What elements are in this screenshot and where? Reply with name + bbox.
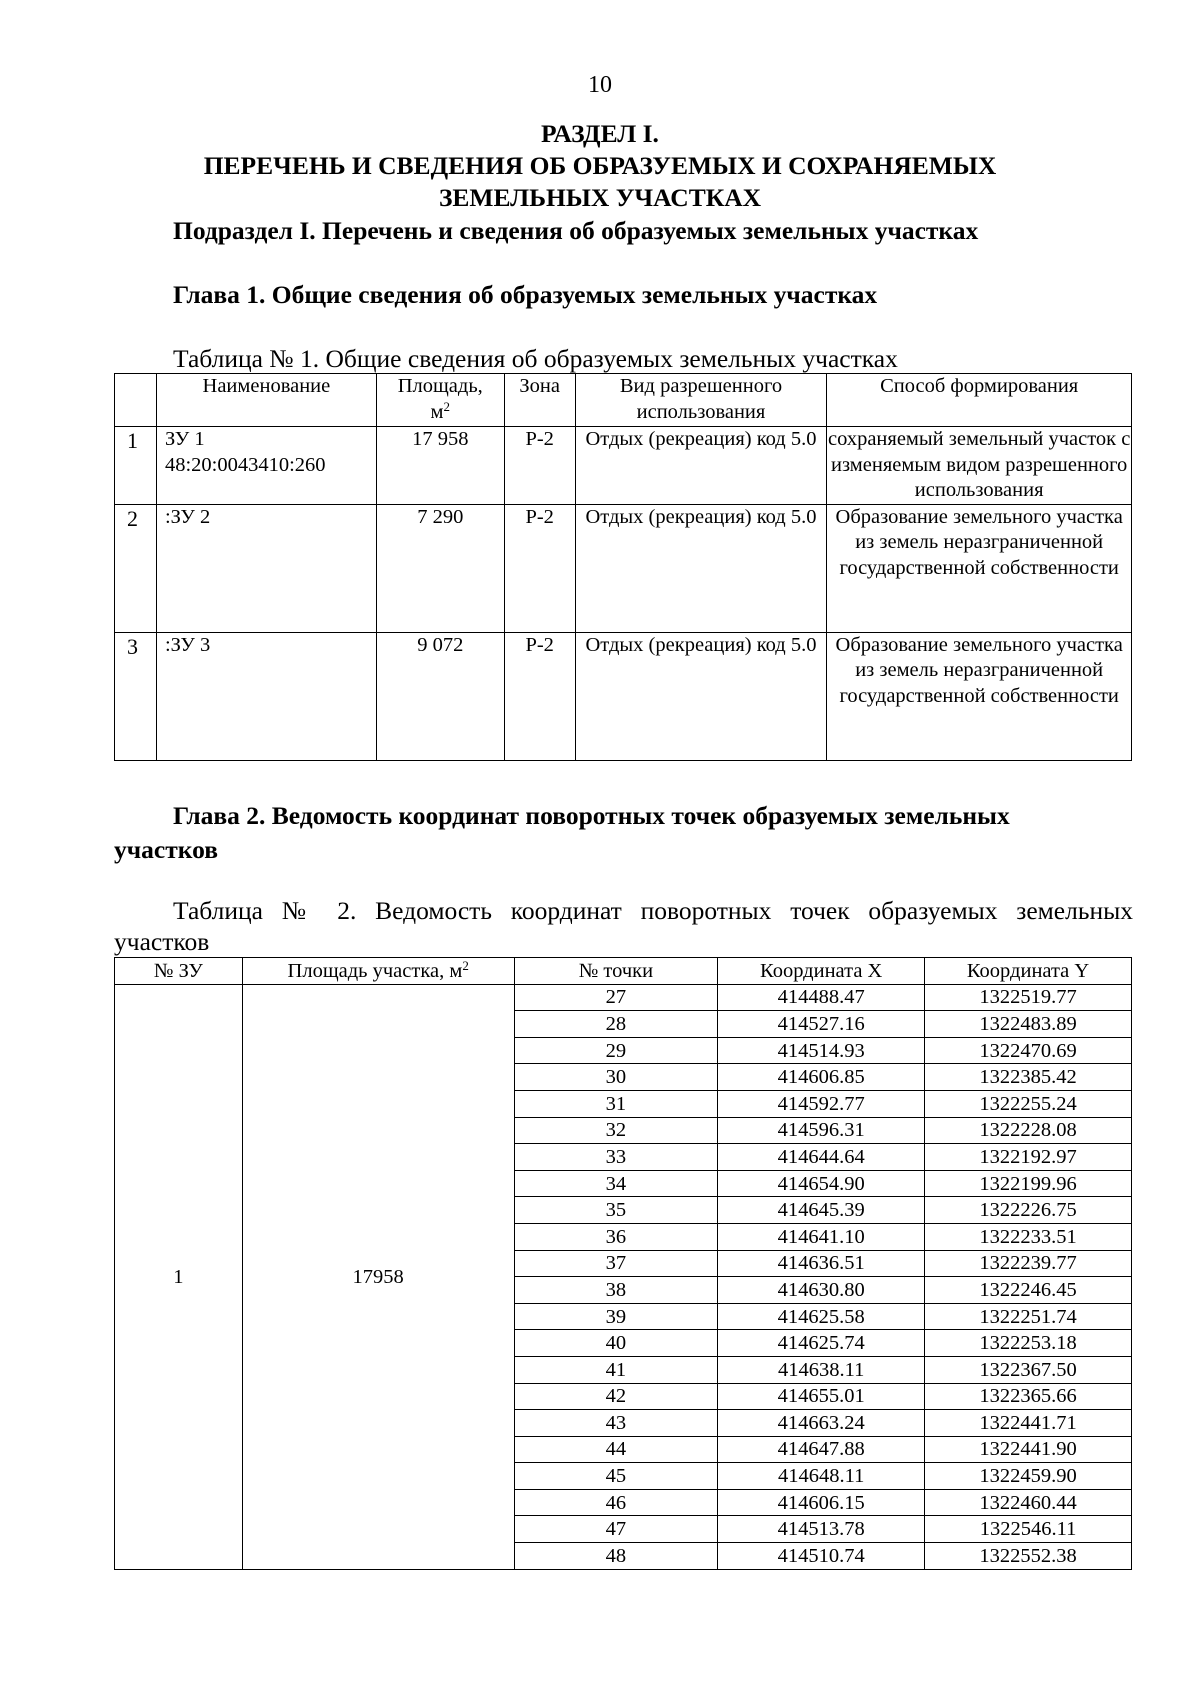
table2-point-cell: 31 xyxy=(514,1090,718,1117)
table2-x-cell: 414625.58 xyxy=(718,1303,925,1330)
section-subtitle-line2: ЗЕМЕЛЬНЫХ УЧАСТКАХ xyxy=(438,183,762,212)
table2-header-area-sup: 2 xyxy=(462,957,469,973)
table2-area-cell: 17958 xyxy=(242,984,514,1569)
chapter2-title-line1: Глава 2. Ведомость координат поворотных точек образуемых земельных xyxy=(173,801,1010,830)
table2-x-cell: 414630.80 xyxy=(718,1277,925,1304)
table2-y-cell: 1322385.42 xyxy=(925,1064,1132,1091)
table2-header-area xyxy=(242,958,514,985)
table1-row-num: 1 xyxy=(115,427,157,505)
table2-x-cell: 414655.01 xyxy=(718,1383,925,1410)
table2-point-cell: 40 xyxy=(514,1330,718,1357)
table2-row xyxy=(115,984,1132,1011)
table2-x-cell: 414514.93 xyxy=(718,1037,925,1064)
table2-y-cell: 1322251.74 xyxy=(925,1303,1132,1330)
table2-x-cell: 414592.77 xyxy=(718,1090,925,1117)
table2-y-cell: 1322233.51 xyxy=(925,1223,1132,1250)
chapter2-title-line2: участков xyxy=(114,835,218,864)
table2-header-x: Координата X xyxy=(718,958,925,985)
table2-y-cell: 1322441.71 xyxy=(925,1410,1132,1437)
table2-y-cell: 1322546.11 xyxy=(925,1516,1132,1543)
table2-y-cell: 1322192.97 xyxy=(925,1144,1132,1171)
table2-y-cell: 1322441.90 xyxy=(925,1436,1132,1463)
table2-y-cell: 1322460.44 xyxy=(925,1489,1132,1516)
table1-row-method: Образование земельного участка из земель неразграниченной государственной собственности xyxy=(827,632,1132,760)
table2-y-cell: 1322239.77 xyxy=(925,1250,1132,1277)
table2-point-cell: 45 xyxy=(514,1463,718,1490)
table1-row-area: 17 958 xyxy=(376,427,504,505)
table2-point-cell: 41 xyxy=(514,1356,718,1383)
table1-row-zone: Р-2 xyxy=(504,632,575,760)
table1-row-area: 9 072 xyxy=(376,632,504,760)
table1-row-method: Образование земельного участка из земель неразграниченной государственной собственности xyxy=(827,504,1132,632)
table2-y-cell: 1322228.08 xyxy=(925,1117,1132,1144)
table2-header-area-label: Площадь участка, м xyxy=(287,959,463,982)
table2-point-cell: 33 xyxy=(514,1144,718,1171)
table2-y-cell: 1322470.69 xyxy=(925,1037,1132,1064)
table2-point-cell: 44 xyxy=(514,1436,718,1463)
table1-header-num xyxy=(115,374,157,427)
table2 xyxy=(114,957,1132,1570)
table1-row-zone: Р-2 xyxy=(504,427,575,505)
table1-row xyxy=(115,632,1132,760)
table2-point-cell: 28 xyxy=(514,1011,718,1038)
table2-y-cell: 1322253.18 xyxy=(925,1330,1132,1357)
table2-x-cell: 414625.74 xyxy=(718,1330,925,1357)
table1-header-use: Вид разрешенного использования xyxy=(575,374,827,427)
table1-row-name xyxy=(156,427,376,505)
table2-y-cell: 1322519.77 xyxy=(925,984,1132,1011)
table2-header-row xyxy=(115,958,1132,985)
table2-point-cell: 38 xyxy=(514,1277,718,1304)
table2-y-cell: 1322226.75 xyxy=(925,1197,1132,1224)
table1-header-area-label: Площадь, xyxy=(397,375,483,397)
table2-x-cell: 414641.10 xyxy=(718,1223,925,1250)
table2-point-cell: 47 xyxy=(514,1516,718,1543)
table1-row-zone: Р-2 xyxy=(504,504,575,632)
table2-header-y: Координата Y xyxy=(925,958,1132,985)
table2-point-cell: 39 xyxy=(514,1303,718,1330)
table1-row-num: 2 xyxy=(115,504,157,632)
table1-row-name-line2: 48:20:0043410:260 xyxy=(164,453,326,476)
table1-header-area xyxy=(376,374,504,427)
table2-header-zu: № ЗУ xyxy=(115,958,243,985)
table2-y-cell: 1322246.45 xyxy=(925,1277,1132,1304)
table2-x-cell: 414648.11 xyxy=(718,1463,925,1490)
table1-row-name-line1: ЗУ 1 xyxy=(164,428,205,450)
page-number: 10 xyxy=(588,72,612,98)
table1-row-num: 3 xyxy=(115,632,157,760)
table1-header-zone: Зона xyxy=(504,374,575,427)
table2-y-cell: 1322483.89 xyxy=(925,1011,1132,1038)
table1-row-area: 7 290 xyxy=(376,504,504,632)
table2-x-cell: 414645.39 xyxy=(718,1197,925,1224)
table2-x-cell: 414596.31 xyxy=(718,1117,925,1144)
table2-x-cell: 414654.90 xyxy=(718,1170,925,1197)
table1-row-method: сохраняемый земельный участок с изменяемым видом разрешенного использования xyxy=(827,427,1132,505)
table1-row-use: Отдых (рекреация) код 5.0 xyxy=(575,427,827,505)
table2-y-cell: 1322199.96 xyxy=(925,1170,1132,1197)
table1-caption: Таблица № 1. Общие сведения об образуемых земельных участках xyxy=(173,344,898,373)
subsection-title: Подраздел I. Перечень и сведения об образуемых земельных участках xyxy=(173,216,979,245)
table2-y-cell: 1322459.90 xyxy=(925,1463,1132,1490)
table2-y-cell: 1322255.24 xyxy=(925,1090,1132,1117)
table2-point-cell: 48 xyxy=(514,1543,718,1570)
table2-point-cell: 35 xyxy=(514,1197,718,1224)
section-subtitle-line1: ПЕРЕЧЕНЬ И СВЕДЕНИЯ ОБ ОБРАЗУЕМЫХ И СОХРАНЯЕМЫХ xyxy=(203,151,997,180)
table2-x-cell: 414510.74 xyxy=(718,1543,925,1570)
section-title: РАЗДЕЛ I. xyxy=(541,119,659,148)
table2-x-cell: 414644.64 xyxy=(718,1144,925,1171)
table2-header-point: № точки xyxy=(514,958,718,985)
table1 xyxy=(114,373,1132,761)
table2-x-cell: 414606.15 xyxy=(718,1489,925,1516)
table2-point-cell: 32 xyxy=(514,1117,718,1144)
table1-header-row xyxy=(115,374,1132,427)
table2-caption-line1: Таблица № 2. Ведомость координат поворотных точек образуемых земельных xyxy=(173,896,1133,925)
table2-point-cell: 46 xyxy=(514,1489,718,1516)
table2-point-cell: 37 xyxy=(514,1250,718,1277)
table1-header-name: Наименование xyxy=(156,374,376,427)
table2-point-cell: 43 xyxy=(514,1410,718,1437)
table2-x-cell: 414513.78 xyxy=(718,1516,925,1543)
table1-row-use: Отдых (рекреация) код 5.0 xyxy=(575,632,827,760)
table2-y-cell: 1322365.66 xyxy=(925,1383,1132,1410)
table2-x-cell: 414647.88 xyxy=(718,1436,925,1463)
table1-row xyxy=(115,504,1132,632)
table2-point-cell: 30 xyxy=(514,1064,718,1091)
table1-row-use: Отдых (рекреация) код 5.0 xyxy=(575,504,827,632)
table2-y-cell: 1322552.38 xyxy=(925,1543,1132,1570)
table1-row-name: :ЗУ 2 xyxy=(156,504,376,632)
table1-header-area-sup: 2 xyxy=(443,398,451,414)
table2-x-cell: 414606.85 xyxy=(718,1064,925,1091)
table2-point-cell: 29 xyxy=(514,1037,718,1064)
table2-point-cell: 36 xyxy=(514,1223,718,1250)
table2-x-cell: 414488.47 xyxy=(718,984,925,1011)
table2-zu-cell: 1 xyxy=(115,984,243,1569)
table2-point-cell: 27 xyxy=(514,984,718,1011)
table2-y-cell: 1322367.50 xyxy=(925,1356,1132,1383)
table2-point-cell: 42 xyxy=(514,1383,718,1410)
table2-point-cell: 34 xyxy=(514,1170,718,1197)
chapter1-title: Глава 1. Общие сведения об образуемых земельных участках xyxy=(173,280,878,309)
table2-x-cell: 414636.51 xyxy=(718,1250,925,1277)
table1-header-method: Способ формирования xyxy=(827,374,1132,427)
table1-row-name: :ЗУ 3 xyxy=(156,632,376,760)
table2-caption-line2: участков xyxy=(114,927,210,956)
table2-x-cell: 414527.16 xyxy=(718,1011,925,1038)
table1-row xyxy=(115,427,1132,505)
table1-header-area-unit: м xyxy=(430,400,444,423)
table2-x-cell: 414663.24 xyxy=(718,1410,925,1437)
table2-x-cell: 414638.11 xyxy=(718,1356,925,1383)
